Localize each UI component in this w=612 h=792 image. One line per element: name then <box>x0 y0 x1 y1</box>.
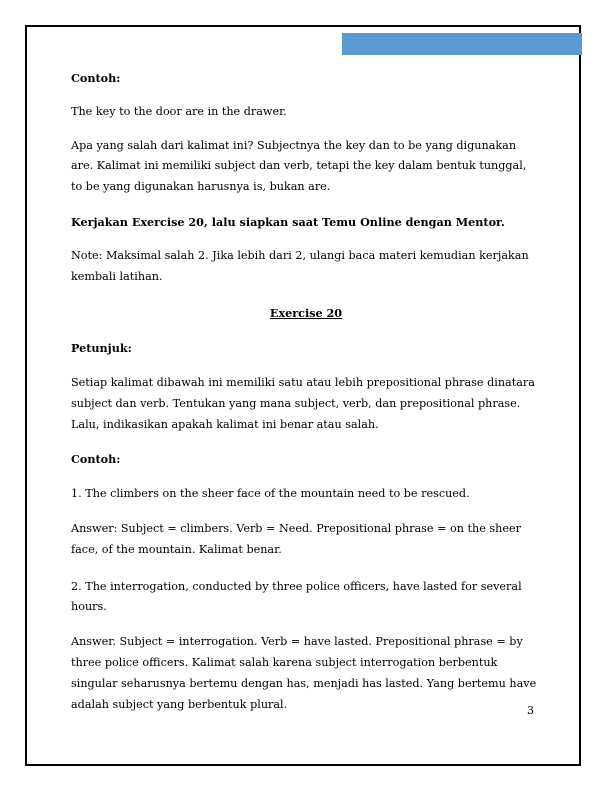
contoh-heading-2: Contoh: <box>71 452 121 467</box>
document-body <box>71 68 541 715</box>
page-number: 3 <box>527 704 534 717</box>
note-paragraph: Note: Maksimal salah 2. Jika lebih dari 2, ulangi baca materi kemudian kerjakan kembali latihan. <box>71 248 529 283</box>
example-sentence: The key to the door are in the drawer. <box>71 104 287 118</box>
answer-2: Answer. Subject = interrogation. Verb = have lasted. Prepositional phrase = by three police officers. Kalimat salah karena subject interrogation berbentuk singular seharusnya bertemu dengan has, menjadi has lasted. Yang bertemu have adalah subject yang berbentuk plural. <box>71 635 537 711</box>
example-item-1: 1. The climbers on the sheer face of the mountain need to be rescued. <box>71 487 470 501</box>
exercise-title: Exercise 20 <box>269 306 343 321</box>
answer-1: Answer: Subject = climbers. Verb = Need. Prepositional phrase = on the sheer face, of the mountain. Kalimat benar. <box>71 521 521 556</box>
instruction-text: Kerjakan Exercise 20, lalu siapkan saat Temu Online dengan Mentor. <box>71 214 505 229</box>
example-item-2: 2. The interrogation, conducted by three police officers, have lasted for several hours. <box>71 579 522 614</box>
contoh-heading: Contoh: <box>71 71 121 85</box>
explanation-paragraph: Apa yang salah dari kalimat ini? Subjectnya the key dan to be yang digunakan are. Kalimat ini memiliki subject dan verb, tetapi the key dalam bentuk tunggal, to be yang digunakan harusnya is, bukan are. <box>71 138 527 194</box>
petunjuk-heading: Petunjuk: <box>71 341 132 356</box>
petunjuk-paragraph: Setiap kalimat dibawah ini memiliki satu atau lebih prepositional phrase dinatara subject dan verb. Tentukan yang mana subject, verb, dan prepositional phrase. Lalu, indikasikan apakah kalimat ini benar atau salah. <box>71 375 535 431</box>
header-bar <box>342 33 582 55</box>
